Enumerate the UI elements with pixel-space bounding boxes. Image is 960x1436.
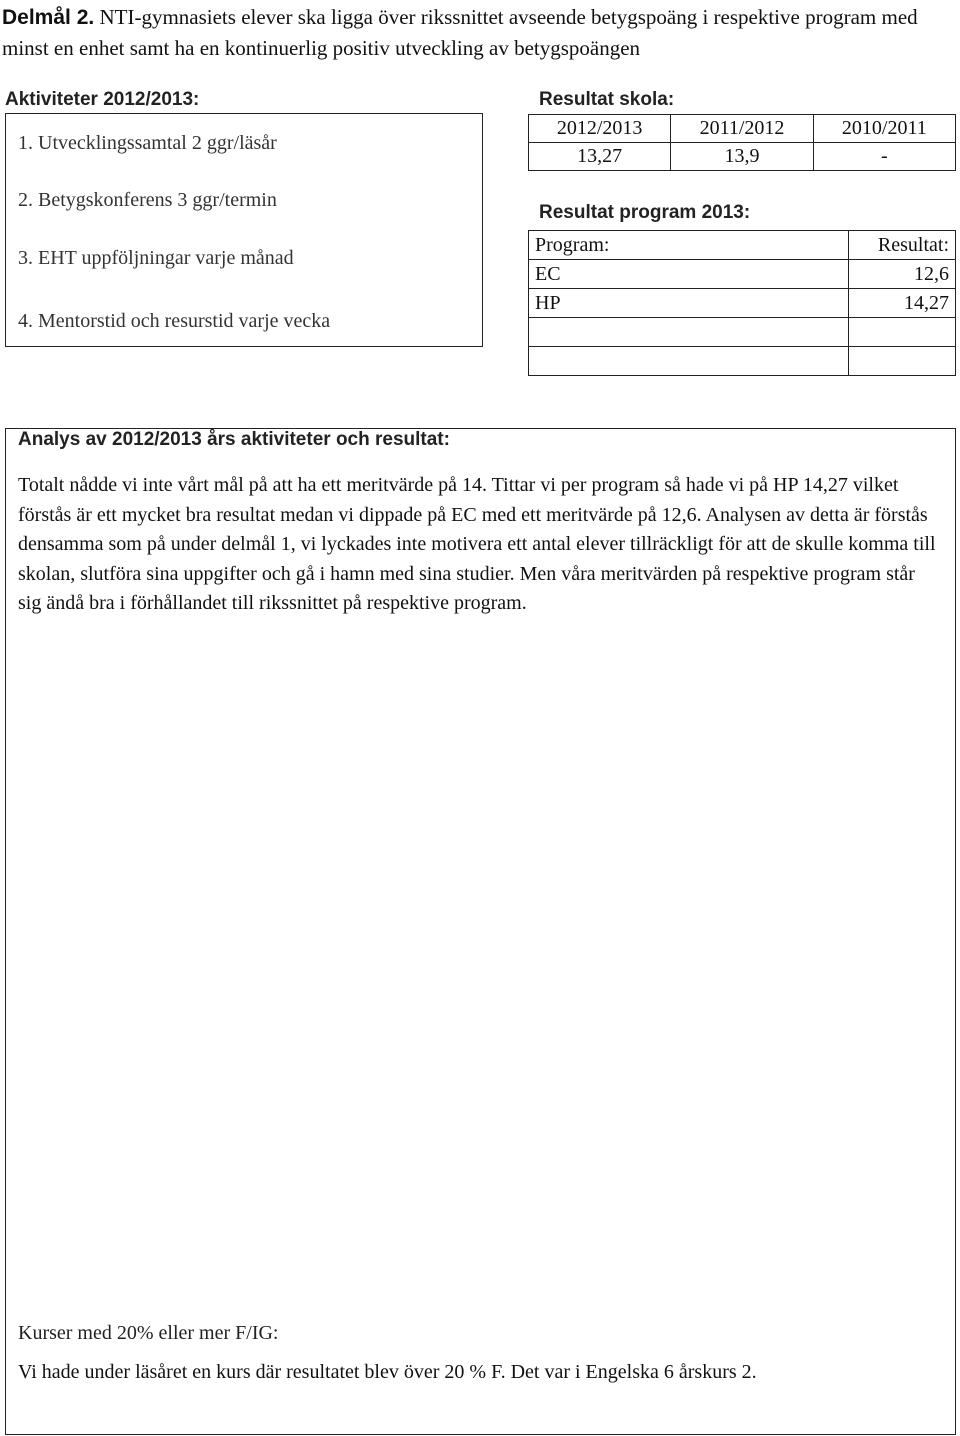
activity-item: 4. Mentorstid och resurstid varje vecka bbox=[18, 310, 331, 332]
value-cell: 13,27 bbox=[529, 143, 671, 171]
analysis-box bbox=[5, 428, 956, 1435]
column-header-result: Resultat: bbox=[849, 231, 956, 260]
courses-heading: Kurser med 20% eller mer F/IG: bbox=[18, 1322, 279, 1344]
activity-item: 2. Betygskonferens 3 ggr/termin bbox=[18, 189, 277, 211]
program-results-heading: Resultat program 2013: bbox=[539, 202, 751, 223]
school-results-heading: Resultat skola: bbox=[539, 89, 675, 110]
goal-statement bbox=[2, 2, 952, 63]
courses-text: Vi hade under läsåret en kurs där resultatet blev över 20 % F. Det var i Engelska 6 årskurs 2. bbox=[18, 1361, 757, 1383]
goal-text: NTI-gymnasiets elever ska ligga över rikssnittet avseende betygspoäng i respektive program med minst en enhet samt ha en kontinuerlig positiv utveckling av betygspoängen bbox=[2, 5, 918, 60]
program-cell: EC bbox=[529, 260, 849, 289]
result-cell bbox=[849, 318, 956, 347]
table-row bbox=[529, 143, 956, 171]
result-cell bbox=[849, 347, 956, 376]
result-cell: 12,6 bbox=[849, 260, 956, 289]
program-cell: HP bbox=[529, 289, 849, 318]
table-row bbox=[529, 260, 956, 289]
activities-heading: Aktiviteter 2012/2013: bbox=[5, 89, 200, 110]
table-row bbox=[529, 318, 956, 347]
program-cell bbox=[529, 347, 849, 376]
analysis-heading: Analys av 2012/2013 års aktiviteter och resultat: bbox=[18, 429, 450, 450]
goal-label: Delmål 2. bbox=[2, 6, 95, 29]
value-cell: 13,9 bbox=[671, 143, 813, 171]
year-cell: 2011/2012 bbox=[671, 115, 813, 143]
program-results-table bbox=[528, 230, 956, 376]
program-cell bbox=[529, 318, 849, 347]
column-header-program: Program: bbox=[529, 231, 849, 260]
year-cell: 2012/2013 bbox=[529, 115, 671, 143]
table-header-row bbox=[529, 231, 956, 260]
activity-item: 3. EHT uppföljningar varje månad bbox=[18, 247, 294, 269]
table-row bbox=[529, 115, 956, 143]
value-cell: - bbox=[813, 143, 955, 171]
year-cell: 2010/2011 bbox=[813, 115, 955, 143]
activities-box bbox=[5, 113, 483, 347]
table-row bbox=[529, 347, 956, 376]
school-results-table bbox=[528, 114, 956, 171]
result-cell: 14,27 bbox=[849, 289, 956, 318]
analysis-text: Totalt nådde vi inte vårt mål på att ha ett meritvärde på 14. Tittar vi per program så hade vi på HP 14,27 vilket förstås är ett mycket bra resultat medan vi dippade på EC med ett meritvärde på 12,6. Analysen av detta är förstås densamma som på under delmål 1, vi lyckades inte motivera ett antal elever tillräckligt för att de skulle komma till skolan, slutföra sina uppgifter och gå i hamn med sina studier. Men våra meritvärden på respektive program står sig ändå bra i förhållandet till rikssnittet på respektive program. bbox=[18, 474, 936, 614]
table-row bbox=[529, 289, 956, 318]
activity-item: 1. Utvecklingssamtal 2 ggr/läsår bbox=[18, 132, 277, 154]
